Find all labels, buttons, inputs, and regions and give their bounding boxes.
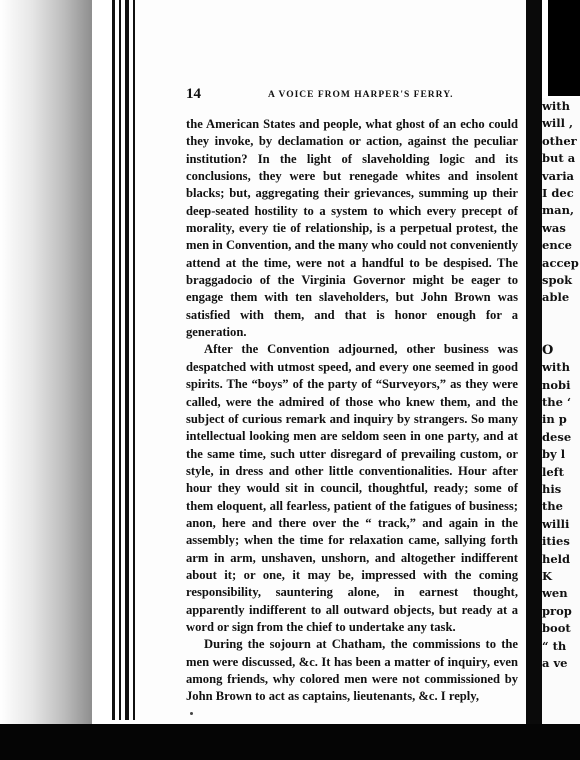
facing-line: accep (542, 255, 579, 270)
facing-line (542, 324, 580, 341)
paragraph: During the sojourn at Chatham, the commissions to the men were discussed, &c. It has been a matter of inquiry, even among friends, why colored men were not commissioned by John Brown to act as captains, lieutenants, &c. I reply, (186, 637, 518, 704)
facing-line: was (542, 220, 566, 235)
facing-line: varia (542, 168, 575, 183)
facing-line: “ th (542, 638, 567, 653)
facing-line: other (542, 133, 577, 148)
facing-line: the ‘ (542, 394, 571, 409)
facing-line: I dec (542, 186, 574, 201)
facing-line: dese (542, 429, 572, 444)
page-number: 14 (186, 86, 201, 102)
facing-line: ities (542, 534, 570, 549)
facing-line: in p (542, 412, 567, 427)
facing-line (542, 307, 580, 324)
facing-line: man, (542, 203, 574, 218)
binding-line (112, 0, 115, 720)
facing-line: able (542, 290, 570, 305)
facing-line: with (542, 99, 570, 113)
facing-line: a ve (542, 656, 568, 670)
facing-line: but a (542, 151, 576, 166)
facing-line: wen (542, 586, 568, 601)
facing-line: ence (542, 238, 572, 253)
facing-line: held (542, 551, 571, 566)
facing-line: his (542, 481, 562, 496)
facing-page (542, 98, 580, 738)
gutter-shadow (0, 0, 92, 760)
paragraph: the American States and people, what ghost of an echo could they invoke, by declamation or action, against the peculiar institution? In the light of slaveholding logic and its conclusions, they were but renegade whites and insolent blacks; but, aggregating their grievances, summing up their deep-seated hostility to a system to which every precept of morality, every tie of relationship, is a perpetual protest, the men in Convention, and the many who could not conveniently attend at the time, were not a handful to be despised. The braggadocio of the Virginia Governor might be eager to engage them with ten slaveholders, but John Brown was satisfied with them, and that is honor enough for a generation. (186, 117, 518, 340)
facing-line: K (542, 568, 552, 583)
binding-line (125, 0, 129, 720)
facing-line: the (542, 499, 563, 514)
facing-line: prop (542, 603, 572, 618)
facing-line: O (542, 342, 554, 358)
facing-line: with (542, 360, 570, 375)
scan-border-bottom (0, 724, 580, 760)
facing-line: will , (542, 116, 574, 131)
paragraph: After the Convention adjourned, other business was despatched with utmost speed, and every one seemed in good spirits. The “boys” of the party of “Surveyors,” as they were called, were the admired of those who knew them, and the subject of curious remark and inquiry by strangers. So many intellectual looking men are seldom seen in one party, and at the same time, such utter disregard of prevailing custom, or style, in dress and other little conventionalities. Hour after hour they would sit in council, thoughtful, ready; some of them eloquent, all fearless, patient of the fatigues of business; anon, here and there over the “ track,” and again in the assembly; when the time for relaxation came, sallying forth arm in arm, unshaven, unshorn, and altogether indifferent about it; or one, it may be, impressed with the coming responsibility, sauntering alone, in earnest thought, apparently indifferent to all outward objects, but ready at a word or sign from the chief to undertake any task. (186, 342, 518, 634)
facing-line: boot (542, 621, 571, 636)
body-text (186, 116, 518, 706)
page-edge-shadow (526, 0, 542, 760)
page-header (186, 86, 518, 106)
page-speck (190, 712, 193, 715)
scan-border-top (548, 0, 580, 96)
binding-line (119, 0, 121, 720)
facing-line: spok (542, 273, 573, 288)
facing-line: nobi (542, 377, 571, 392)
running-title: A VOICE FROM HARPER'S FERRY. (268, 90, 454, 100)
facing-line: willi (542, 516, 570, 531)
facing-line: left (542, 464, 564, 479)
binding-gutter (0, 0, 140, 760)
facing-line: by l (542, 447, 566, 462)
binding-line (133, 0, 135, 720)
